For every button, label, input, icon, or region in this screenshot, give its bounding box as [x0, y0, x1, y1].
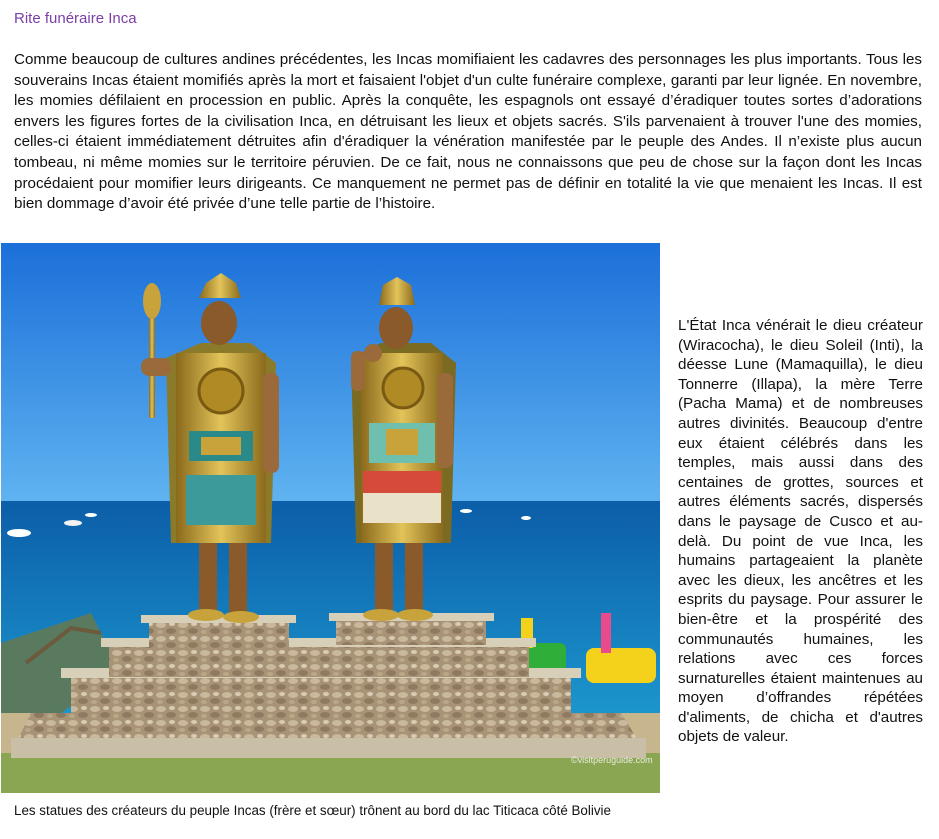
- deities-paragraph: L'État Inca vénérait le dieu créateur (Wiracocha), le dieu Soleil (Inti), la déesse Lune (Mamaquilla), le dieu Tonnerre (Illapa), la mère Terre (Pacha Mama) et de nombreuses autres divinités. Beaucoup d'entre eux étaient célébrés dans les temples, mais aussi dans des centaines de grottes, sources et autres éléments sacrés, dispersés dans le paysage de Cusco et au-delà. Du point de vue Inca, les humains partageaient la planète avec les dieux, les ancêtres et les esprits du paysage. Pour assurer le bien-être et la prospérité des communautés humaines, les relations avec ces forces surnaturelles étaient maintenues au moyen d’offrandes répétées d'aliments, de chicha et d'autres objets de valeur.: [678, 317, 923, 746]
- intro-paragraph: Comme beaucoup de cultures andines précédentes, les Incas momifiaient les cadavres des personnages les plus importants. Tous les souverains Incas étaient momifiés après la mort et faisaient l'objet d'un culte funéraire complexe, garanti par leur lignée. En novembre, les momies défilaient en procession en public. Après la conquête, les espagnols ont essayé d’éradiquer toutes sortes d’adorations envers les figures fortes de la civilisation Inca, en détruisant les lieux et objets sacrés. S'ils parvenaient à trouver l'une des momies, celles-ci étaient immédiatement détruites afin d'éradiquer la vénération manifestée par le peuple des Andes. Il n’existe plus aucun tombeau, ni même momies sur le territoire péruvien. De ce fait, nous ne connaissons que peu de chose sur la façon dont les Incas procédaient pour momifier leurs dirigeants. Ce manquement ne permet pas de définir en totalité la vie que menaient les Incas. Il est bien dommage d’avoir été privée d’une telle partie de l’histoire.: [14, 51, 922, 213]
- page-title: Rite funéraire Inca: [14, 10, 137, 27]
- photo-caption: Les statues des créateurs du peuple Incas (frère et sœur) trônent au bord du lac Titicaca côté Bolivie: [14, 803, 611, 818]
- inca-statues-photo: [1, 243, 660, 793]
- photo-watermark: ©visitperuguide.com: [571, 755, 653, 765]
